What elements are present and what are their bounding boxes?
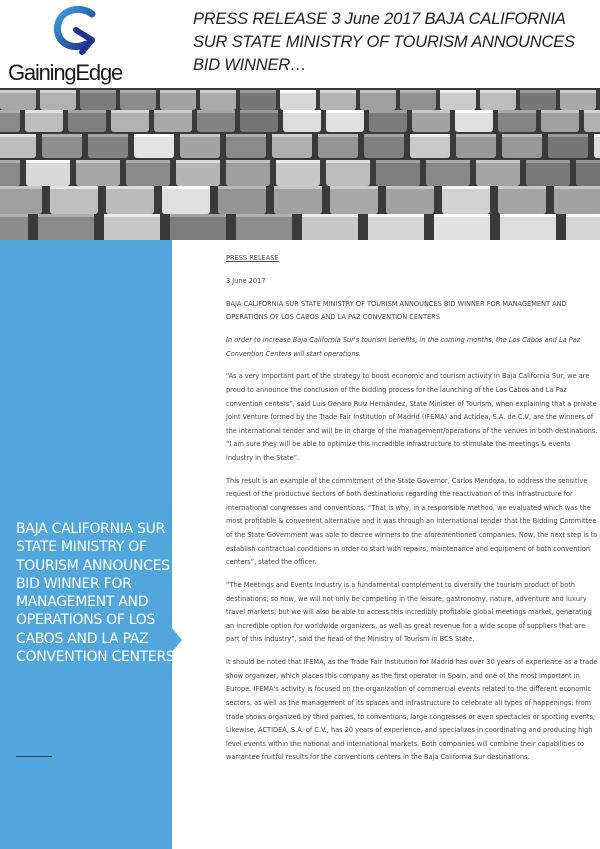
hero-image-auditorium-seats bbox=[0, 88, 600, 240]
seat-highlight bbox=[226, 134, 266, 137]
seat-highlight bbox=[584, 110, 600, 113]
seat bbox=[226, 160, 270, 186]
seat bbox=[0, 186, 42, 214]
seat bbox=[584, 110, 600, 132]
gaining-edge-logo[interactable] bbox=[4, 4, 132, 88]
seat-highlight bbox=[111, 110, 149, 113]
seat-highlight bbox=[236, 214, 292, 217]
seat-highlight bbox=[369, 110, 407, 113]
seat-highlight bbox=[226, 160, 270, 163]
seat-highlight bbox=[38, 214, 94, 217]
seat bbox=[0, 134, 36, 158]
seat bbox=[326, 110, 364, 132]
seat-highlight bbox=[218, 186, 266, 189]
sidebar-divider bbox=[16, 756, 52, 757]
seat-highlight bbox=[120, 90, 156, 93]
seat bbox=[594, 134, 600, 158]
seat bbox=[302, 214, 358, 240]
seat bbox=[576, 160, 600, 186]
seat bbox=[330, 186, 378, 214]
seat-highlight bbox=[498, 110, 536, 113]
seat bbox=[498, 110, 536, 132]
seat bbox=[240, 110, 278, 132]
seat bbox=[318, 134, 358, 158]
seat bbox=[498, 186, 546, 214]
seat-highlight bbox=[440, 90, 476, 93]
seat-highlight bbox=[134, 134, 174, 137]
seat-highlight bbox=[272, 134, 312, 137]
seat-highlight bbox=[456, 134, 496, 137]
seat bbox=[170, 214, 226, 240]
seat-highlight bbox=[400, 90, 436, 93]
seat bbox=[25, 110, 63, 132]
seat bbox=[104, 214, 160, 240]
article-paragraph: This result is an example of the commitment of the State Governor, Carlos Mendoza, to address the sensitive request of the productive sectors of both destinations regarding the reactivation of this infrastructure for international congresses and conventions. “That is why, in a responsible method, we evaluated which was the most profitable & convenient alternative and it was through an international tender that the Bidding Committee of the State Government was able to decree winners to the aforementioned companies. Now, the next step is to establish contractual conditions in order to start with repairs, maintenance and equipment of both convention centers”, stated the officer. bbox=[226, 476, 598, 567]
seat bbox=[476, 160, 520, 186]
seat-highlight bbox=[376, 160, 420, 163]
seat-highlight bbox=[104, 214, 160, 217]
seat-highlight bbox=[240, 110, 278, 113]
seat-highlight bbox=[68, 110, 106, 113]
seat-highlight bbox=[364, 134, 404, 137]
seat-highlight bbox=[326, 110, 364, 113]
seat-highlight bbox=[560, 90, 596, 93]
article-headline: BAJA CALIFORNIA SUR STATE MINISTRY OF TOURISM ANNOUNCES BID WINNER FOR MANAGEMENT AND OPERATIONS OF LOS CABOS AND LA PAZ CONVENTION CENTERS bbox=[226, 299, 567, 322]
page-header bbox=[0, 0, 600, 88]
seat-highlight bbox=[50, 186, 98, 189]
seat bbox=[126, 160, 170, 186]
article-date: 3 June 2017 bbox=[226, 276, 266, 285]
seat bbox=[412, 110, 450, 132]
sidebar-title: BAJA CALIFORNIA SUR STATE MINISTRY OF TOURISM ANNOUNCES BID WINNER FOR MANAGEMENT AND OPERATIONS OF LOS CABOS AND LA PAZ CONVENTION CENTERS bbox=[16, 521, 175, 666]
seat-highlight bbox=[594, 134, 600, 137]
seat-highlight bbox=[106, 186, 154, 189]
seat bbox=[426, 160, 470, 186]
seat-highlight bbox=[480, 90, 516, 93]
seat bbox=[502, 134, 542, 158]
seat-highlight bbox=[0, 186, 42, 189]
seat-highlight bbox=[541, 110, 579, 113]
seat-highlight bbox=[368, 214, 424, 217]
seat-highlight bbox=[434, 214, 490, 217]
seat-highlight bbox=[476, 160, 520, 163]
seat-highlight bbox=[520, 90, 556, 93]
seat-highlight bbox=[0, 134, 36, 137]
seat bbox=[369, 110, 407, 132]
seat bbox=[236, 214, 292, 240]
seat bbox=[541, 110, 579, 132]
seat bbox=[88, 134, 128, 158]
seat bbox=[410, 134, 450, 158]
seat bbox=[364, 134, 404, 158]
seat bbox=[76, 160, 120, 186]
seat-highlight bbox=[42, 134, 82, 137]
seat-highlight bbox=[276, 160, 320, 163]
seat-highlight bbox=[548, 134, 588, 137]
seat bbox=[50, 186, 98, 214]
seat-highlight bbox=[386, 186, 434, 189]
seat bbox=[455, 110, 493, 132]
article-intro: In order to increase Baja California Sur's tourism benefits, in the coming months, the Los Cabos and La Paz Convention Centers will start operations. bbox=[226, 335, 581, 358]
seat-highlight bbox=[526, 160, 570, 163]
seat bbox=[554, 186, 600, 214]
seat-highlight bbox=[76, 160, 120, 163]
seat-highlight bbox=[0, 90, 36, 93]
page-title: PRESS RELEASE 3 June 2017 BAJA CALIFORNIA SUR STATE MINISTRY OF TOURISM ANNOUNCES BID WINNER… bbox=[193, 10, 575, 74]
seat-highlight bbox=[0, 214, 28, 217]
seat-highlight bbox=[240, 90, 276, 93]
seat-highlight bbox=[442, 186, 490, 189]
seat-highlight bbox=[274, 186, 322, 189]
auditorium-seats-photo bbox=[0, 88, 600, 240]
seat bbox=[42, 134, 82, 158]
logo-text: GainingEdge bbox=[8, 60, 123, 85]
seat-highlight bbox=[326, 160, 370, 163]
seat bbox=[38, 214, 94, 240]
seat bbox=[0, 214, 28, 240]
article-paragraph: It should be noted that IFEMA, as the Trade Fair Institution for Madrid has over 30 years of experience as a trade show organizer, which places this company as the first operator in Spain, and one of the most important in Europe. IFEMA's activity is focused on the organization of commercial events related to the different economic sectors, as well as the management of its spaces and infrastructure to celebrate all types of happenings: from trade shows organized by third parties, to conventions, large congresses or even spectacles or sporting events; Likewise, ACTIDEA, S.A. of C.V., has 20 years of experience, and specializes in coordinating and producing high level events within the national and international markets. Both companies will combine their capabilities to warrantee fruitful results for the conventions centers in the Baja California Sur destinations. bbox=[226, 658, 598, 762]
seat bbox=[386, 186, 434, 214]
seat-highlight bbox=[0, 110, 20, 113]
seat bbox=[176, 160, 220, 186]
seat-highlight bbox=[88, 134, 128, 137]
seat bbox=[526, 160, 570, 186]
seat-highlight bbox=[126, 160, 170, 163]
seat-highlight bbox=[330, 186, 378, 189]
seat bbox=[368, 214, 424, 240]
seat bbox=[162, 186, 210, 214]
seat bbox=[276, 160, 320, 186]
gaining-edge-g-arrow-icon bbox=[48, 4, 108, 60]
seat bbox=[111, 110, 149, 132]
seat bbox=[326, 160, 370, 186]
seat bbox=[566, 214, 600, 240]
seat-highlight bbox=[197, 110, 235, 113]
seat-highlight bbox=[498, 186, 546, 189]
seat bbox=[500, 214, 556, 240]
seat bbox=[283, 110, 321, 132]
seat-highlight bbox=[320, 90, 356, 93]
seat bbox=[134, 134, 174, 158]
seat bbox=[0, 110, 20, 132]
seat-highlight bbox=[25, 110, 63, 113]
seat bbox=[456, 134, 496, 158]
seat-highlight bbox=[576, 160, 600, 163]
seat-highlight bbox=[200, 90, 236, 93]
seat-highlight bbox=[162, 186, 210, 189]
seat-highlight bbox=[170, 214, 226, 217]
seat bbox=[442, 186, 490, 214]
seat-highlight bbox=[154, 110, 192, 113]
seat-highlight bbox=[280, 90, 316, 93]
seat bbox=[106, 186, 154, 214]
seat-highlight bbox=[554, 186, 600, 189]
seat-highlight bbox=[360, 90, 396, 93]
seat-highlight bbox=[26, 160, 70, 163]
seat bbox=[272, 134, 312, 158]
article-paragraph: “The Meetings and Events industry is a fundamental complement to diversify the tourism product of both destinations; so now, we will not only be competing in the leisure, gastronomy, nature, adventure and luxury travel markets; but we will also be able to access this incredibly profitable global meetings market, generating an incredible option for worldwide organizers, as well as great revenue for a wide scope of suppliers that are part of this industry”, said the head of the Ministry of Tourism in BCS State. bbox=[226, 581, 592, 644]
seat-highlight bbox=[500, 214, 556, 217]
seat-highlight bbox=[455, 110, 493, 113]
seat bbox=[68, 110, 106, 132]
seat bbox=[274, 186, 322, 214]
article-paragraph: “As a very important part of the strategy to boost economic and tourism activity in Baja California Sur, we are proud to announce the conclusion of the bidding process for the launching of the Los Cabos and La Paz convention centers”, said Luis Genaro Ruiz Hernández, State Minister of Tourism, when explaining that a private Joint Venture formed by the Trade Fair Institution of Madrid (IFEMA) and Actidea, S.A. de C.V, are the winners of the international tender and will be in charge of the management/operations of the venues in both destinations. “I am sure they will be able to optimize this incredible infrastructure to stimulate the meetings & events industry in the State”. bbox=[226, 372, 598, 462]
seat-highlight bbox=[0, 160, 20, 163]
seat bbox=[226, 134, 266, 158]
seat bbox=[218, 186, 266, 214]
seat bbox=[376, 160, 420, 186]
seat-highlight bbox=[80, 90, 116, 93]
article-body bbox=[226, 252, 598, 774]
seat bbox=[0, 160, 20, 186]
seat-highlight bbox=[412, 110, 450, 113]
seat-highlight bbox=[302, 214, 358, 217]
seat-highlight bbox=[180, 134, 220, 137]
seat-highlight bbox=[160, 90, 196, 93]
article-kicker: PRESS RELEASE bbox=[226, 254, 279, 262]
seat bbox=[197, 110, 235, 132]
seat bbox=[26, 160, 70, 186]
seat-highlight bbox=[283, 110, 321, 113]
seat-highlight bbox=[40, 90, 76, 93]
seat-highlight bbox=[502, 134, 542, 137]
seat bbox=[434, 214, 490, 240]
seat bbox=[548, 134, 588, 158]
seat-highlight bbox=[566, 214, 600, 217]
seat bbox=[154, 110, 192, 132]
seat bbox=[180, 134, 220, 158]
seat-highlight bbox=[426, 160, 470, 163]
seat-highlight bbox=[318, 134, 358, 137]
seat-highlight bbox=[410, 134, 450, 137]
seat-highlight bbox=[176, 160, 220, 163]
